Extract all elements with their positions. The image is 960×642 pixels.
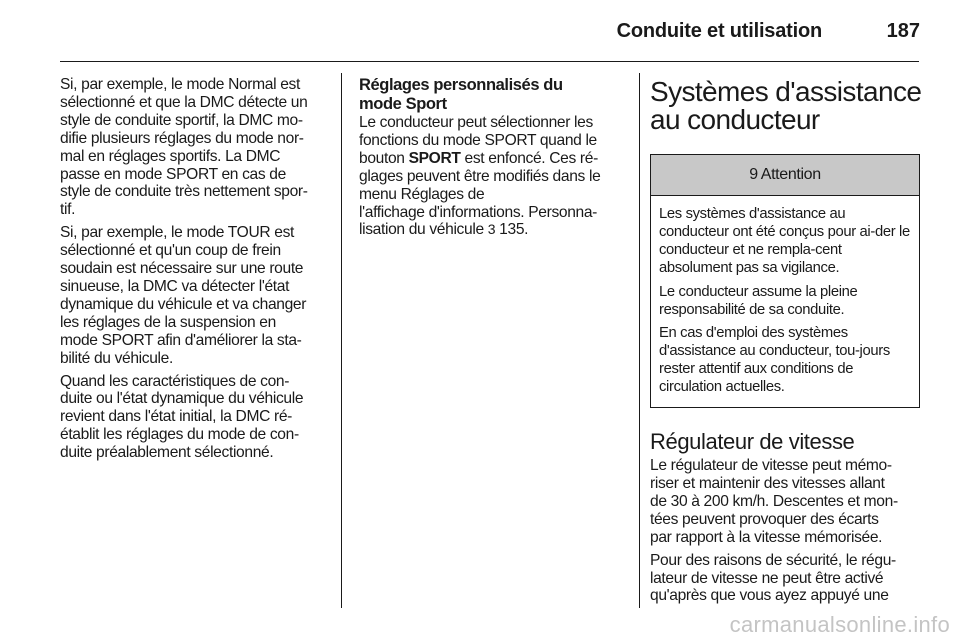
section-main-title: Systèmes d'assistance au conducteur — [650, 76, 922, 135]
paragraph: Pour des raisons de sécurité, le régu- lateur de vitesse ne peut être activé qu'après que vous ayez appuyé une — [650, 551, 896, 605]
header-rule — [60, 61, 919, 62]
paragraph: Si, par exemple, le mode TOUR est sélectionné et qu'un coup de frein soudain est nécessaire sur une route sinueuse, la DMC va détecter l'état dynamique du véhicule et va changer les réglages de la suspension en mode SPORT afin d'améliorer la sta- bilité du véhicule. — [60, 224, 307, 367]
paragraph — [359, 114, 629, 239]
column-3 — [650, 78, 922, 610]
column-1 — [60, 76, 330, 467]
warning-icon: 9 — [749, 166, 758, 184]
column-2 — [359, 76, 629, 244]
warning-paragraph: Les systèmes d'assistance au conducteur ont été conçus pour ai-der le conducteur et ne rempla-cent absolument pas sa vigilance. — [659, 206, 910, 276]
paragraph: Quand les caractéristiques de con- duite ou l'état dynamique du véhicule revient dans l'état initial, la DMC ré- établit les réglages du mode de con- duite préalablement sélectionné. — [60, 372, 304, 462]
page-reference-icon[interactable]: 3 — [487, 221, 496, 238]
paragraph: Si, par exemple, le mode Normal est sélectionné et que la DMC détecte un style de conduite sportif, la DMC mo- difie plusieurs réglages du mode nor- mal en réglages sportifs. La DMC passe en mode SPORT en cas de style de conduite très nettement spor- tif. — [60, 76, 308, 219]
warning-body — [651, 196, 919, 407]
warning-box — [650, 154, 920, 408]
watermark: carmanualsonline.info — [729, 612, 950, 637]
warning-label: Attention — [760, 166, 821, 184]
section-title-cruise-control: Régulateur de vitesse — [650, 429, 855, 455]
paragraph: Le régulateur de vitesse peut mémo- riser et maintenir des vitesses allant de 30 à 200 km/h. Descentes et mon- tées peuvent provoquer des écarts par rapport à la vitesse mémorisée. — [650, 457, 898, 546]
sport-keyword: SPORT — [408, 149, 461, 167]
page-number: 187 — [886, 20, 920, 42]
column-divider-1 — [341, 73, 342, 608]
warning-paragraph: En cas d'emploi des systèmes d'assistance au conducteur, tou-jours rester attentif aux conditions de circulation actuelles. — [659, 325, 890, 396]
warning-paragraph: Le conducteur assume la pleine responsabilité de sa conduite. — [659, 283, 858, 318]
warning-header — [651, 155, 919, 196]
text-run: Le conducteur peut sélectionner les fonctions du mode SPORT quand le bouton — [359, 114, 597, 167]
subheading-sport-settings: Réglages personnalisés du mode Sport — [359, 76, 563, 113]
page-header-title: Conduite et utilisation — [616, 20, 822, 42]
page-reference[interactable]: 135. — [495, 221, 529, 239]
column-divider-2 — [639, 73, 640, 608]
text-run: est enfoncé. Ces ré- glages peuvent être modifiés dans le menu Réglages de l'affichage d'informations. Personna- lisation du véhicule — [359, 149, 601, 239]
